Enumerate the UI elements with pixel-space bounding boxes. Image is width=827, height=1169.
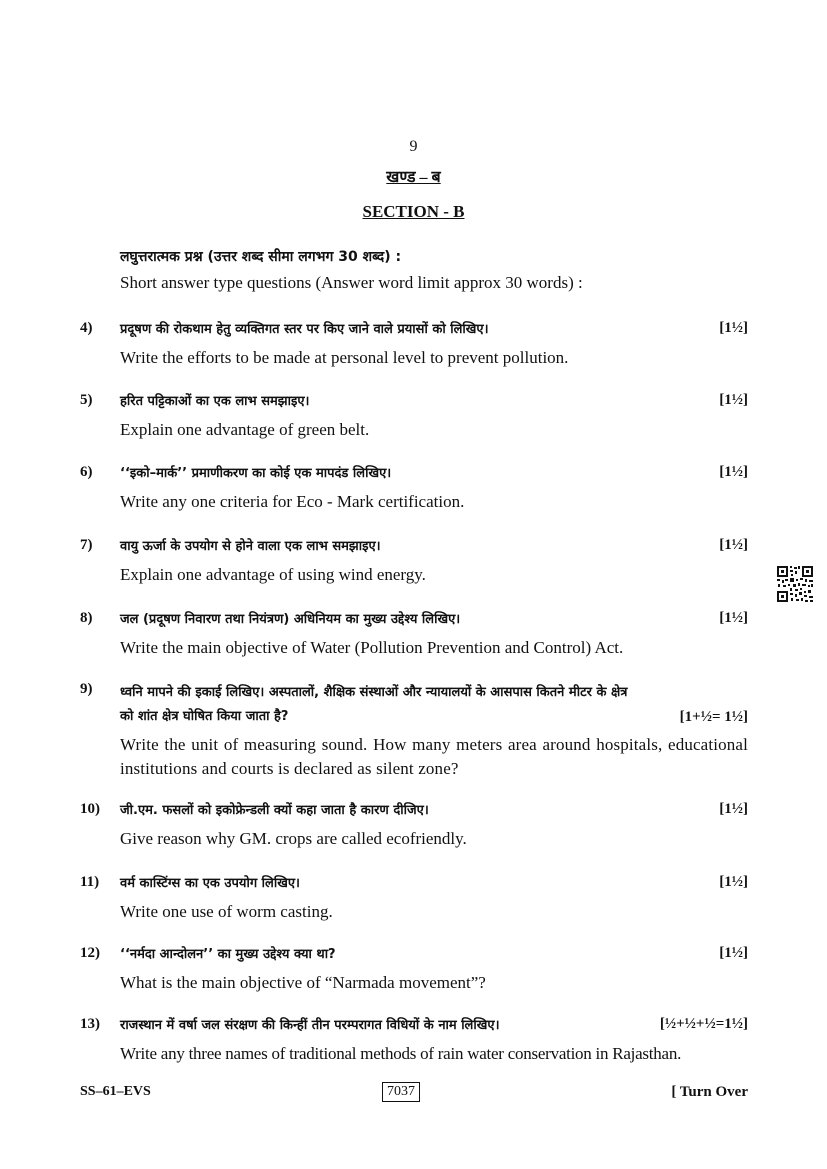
question-text-hindi: हरित पट्टिकाओं का एक लाभ समझाइए।	[120, 394, 310, 409]
question-marks: [1½]	[719, 537, 748, 553]
question-body	[120, 681, 748, 781]
section-label: SECTION - B	[362, 202, 465, 221]
question-text-english: Give reason why GM. crops are called ecofriendly.	[120, 829, 467, 848]
question-text-english: Write the unit of measuring sound. How many meters area around hospitals, educational institutions and courts is declared as silent zone?	[120, 735, 748, 778]
question-body	[120, 874, 748, 924]
question-marks: [1½]	[719, 874, 748, 890]
question-text-english: Write any three names of traditional methods of rain water conservation in Rajasthan.	[120, 1044, 682, 1063]
instructions-english: Short answer type questions (Answer word limit approx 30 words) :	[120, 273, 583, 292]
question-number: 12)	[80, 945, 100, 961]
question-text-english: Explain one advantage of using wind energy.	[120, 565, 426, 584]
question-marks: [1½]	[719, 320, 748, 336]
instructions-hindi: लघुत्तरात्मक प्रश्न (उत्तर शब्द सीमा लगभग 30 शब्द) :	[120, 249, 402, 265]
question-text-english: Write one use of worm casting.	[120, 902, 333, 921]
question-body	[120, 392, 748, 442]
section-heading	[0, 202, 827, 222]
question-body	[120, 945, 748, 995]
question-number: 6)	[80, 464, 93, 480]
question-text-hindi-continued: को शांत क्षेत्र घोषित किया जाता है?	[120, 709, 289, 724]
question-body	[120, 320, 748, 370]
question-marks: [1½]	[719, 464, 748, 480]
qr-code-icon	[776, 565, 814, 603]
question-text-english: Write the efforts to be made at personal level to prevent pollution.	[120, 348, 569, 367]
question-number: 8)	[80, 610, 93, 626]
question-text-hindi: राजस्थान में वर्षा जल संरक्षण की किन्हीं तीन परम्परागत विधियों के नाम लिखिए।	[120, 1018, 500, 1033]
question-text-hindi: वर्म कास्टिंग्स का एक उपयोग लिखिए।	[120, 876, 300, 891]
question-number: 13)	[80, 1016, 100, 1032]
paper-code: SS–61–EVS	[80, 1084, 151, 1099]
question-text-english: What is the main objective of “Narmada movement”?	[120, 973, 486, 992]
question-text-hindi: जी.एम. फसलों को इकोफ्रेन्डली क्यों कहा जाता है कारण दीजिए।	[120, 803, 429, 818]
question-text-english: Explain one advantage of green belt.	[120, 420, 370, 439]
question-body	[120, 464, 748, 514]
turn-over-label: [ Turn Over	[671, 1084, 748, 1100]
question-text-hindi: जल (प्रदूषण निवारण तथा नियंत्रण) अधिनियम का मुख्य उद्देश्य लिखिए।	[120, 612, 461, 627]
page-number: 9	[409, 138, 418, 155]
instructions	[120, 246, 750, 298]
question-marks: [1½]	[719, 801, 748, 817]
question-text-hindi: ‘‘नर्मदा आन्दोलन’’ का मुख्य उद्देश्य क्या था?	[120, 947, 336, 962]
question-text-hindi: प्रदूषण की रोकथाम हेतु व्यक्तिगत स्तर पर किए जाने वाले प्रयासों को लिखिए।	[120, 322, 489, 337]
question-body	[120, 537, 748, 587]
question-body	[120, 1016, 748, 1066]
question-text-hindi-line-2	[120, 705, 748, 729]
question-number: 4)	[80, 320, 93, 336]
question-marks: [1½]	[719, 610, 748, 626]
question-number: 10)	[80, 801, 100, 817]
question-text-english: Write the main objective of Water (Pollution Prevention and Control) Act.	[120, 638, 624, 657]
page-footer	[80, 1082, 748, 1104]
khand-label: खण्ड – ब	[386, 169, 441, 186]
question-body	[120, 801, 748, 851]
question-number: 11)	[80, 874, 100, 890]
question-text-hindi: वायु ऊर्जा के उपयोग से होने वाला एक लाभ समझाइए।	[120, 539, 381, 554]
question-marks: [1+½= 1½]	[679, 709, 748, 725]
question-number: 9)	[80, 681, 93, 697]
question-text-hindi-line-1: ध्वनि मापने की इकाई लिखिए। अस्पतालों, शैक्षिक संस्थाओं और न्यायालयों के आसपास कितने मीटर के क्षेत्र	[120, 685, 628, 700]
question-text-english: Write any one criteria for Eco - Mark certification.	[120, 492, 465, 511]
section-heading-hindi	[0, 165, 827, 187]
question-number: 5)	[80, 392, 93, 408]
page-id-box: 7037	[382, 1082, 420, 1102]
question-marks: [1½]	[719, 945, 748, 961]
question-marks: [1½]	[719, 392, 748, 408]
question-body	[120, 610, 748, 660]
question-text-hindi: ‘‘इको–मार्क’’ प्रमाणीकरण का कोई एक मापदंड लिखिए।	[120, 466, 392, 481]
question-number: 7)	[80, 537, 93, 553]
question-marks: [½+½+½=1½]	[659, 1016, 748, 1032]
